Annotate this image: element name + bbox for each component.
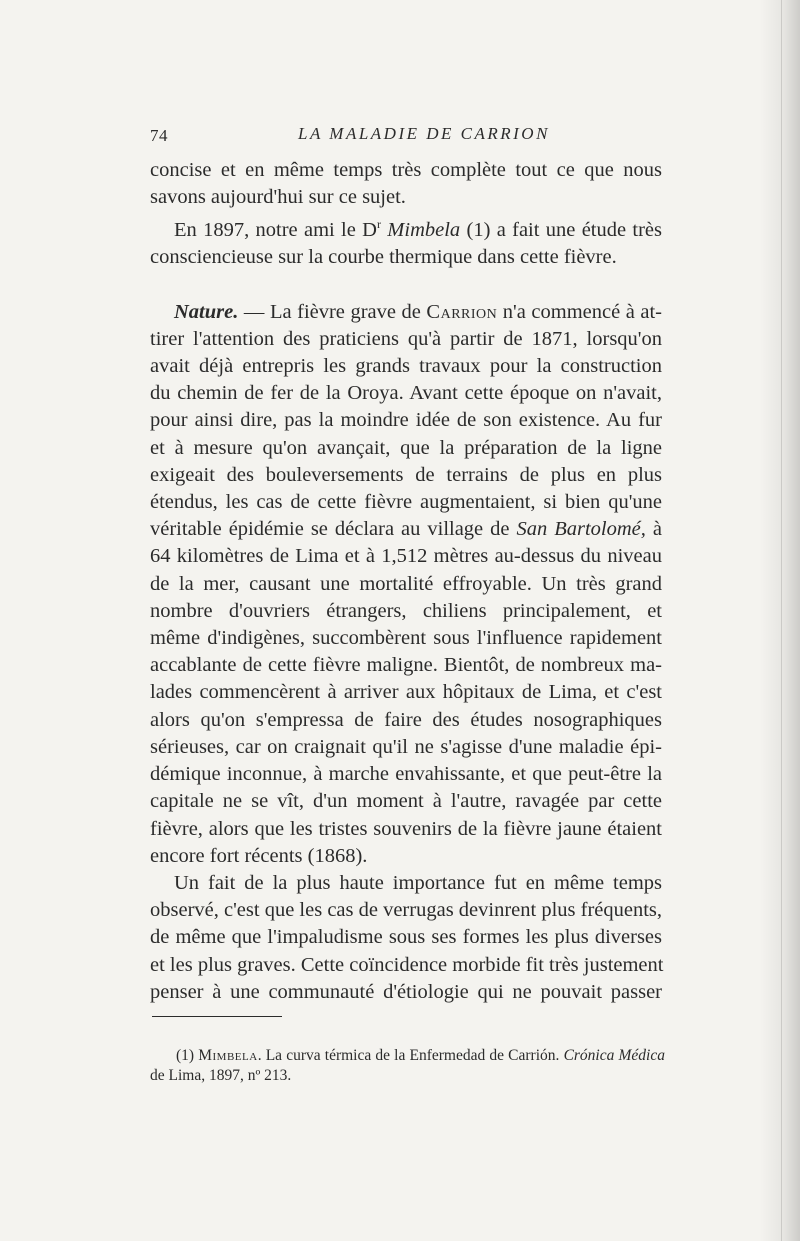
text-line: tirer l'attention des praticiens qu'à partir de 1871, lorsqu'on [150, 327, 662, 350]
text-line [150, 299, 662, 326]
text-line: Un fait de la plus haute importance fut en même temps [174, 871, 662, 894]
text-line: consciencieuse sur la courbe thermique dans cette fièvre. [150, 246, 617, 269]
paragraph-1 [150, 157, 662, 211]
text-line: du chemin de fer de la Oroya. Avant cette époque on n'avait, [150, 382, 662, 405]
author-name: Mimbela [387, 219, 461, 242]
text-line: et à mesure qu'on avançait, que la préparation de la ligne [150, 436, 662, 459]
text-line: savons aujourd'hui sur ce sujet. [150, 186, 406, 209]
page-edge-shadow [760, 0, 800, 1241]
footnote-rule [152, 1016, 282, 1017]
footnote-author: Mimbela [198, 1047, 258, 1064]
text-line: concise et en même temps très complète tout ce que nous [150, 159, 662, 181]
text-segment: . La curva térmica de la Enfermedad de Carrión. [257, 1047, 564, 1064]
paragraph-4 [150, 870, 662, 1006]
text-line: avait déjà entrepris les grands travaux pour la construction [150, 355, 662, 378]
text-line: alors qu'on s'empressa de faire des études nosographiques [150, 708, 662, 731]
place-name: San Bartolomé, [516, 518, 646, 541]
text-line: nombre d'ouvriers étrangers, chiliens principalement, et [150, 599, 662, 622]
text-line [150, 211, 662, 244]
text-line: étendus, les cas de cette fièvre augmentaient, si bien qu'une [150, 491, 662, 514]
section-heading: Nature. [174, 300, 239, 323]
paragraph-gap [150, 272, 662, 299]
footnote-line [150, 1046, 665, 1066]
running-title: LA MALADIE DE CARRION [298, 124, 550, 143]
text-line: et les plus graves. Cette coïncidence morbide fit très justement [150, 953, 664, 976]
text-line: fièvre, alors que les tristes souvenirs de la fièvre jaune étaient [150, 817, 662, 840]
page-edge-line [781, 0, 782, 1241]
text-segment: véritable épidémie se déclara au village de [150, 518, 517, 541]
text-line: observé, c'est que les cas de verrugas devinrent plus fréquents, [150, 899, 663, 922]
text-line [150, 516, 662, 543]
footnote-line: de Lima, 1897, nº 213. [150, 1067, 292, 1084]
text-segment: (1) a fait une étude très [460, 219, 663, 242]
paragraph-2 [150, 211, 662, 271]
text-line: penser à une communauté d'étiologie qui ne pouvait passer [150, 980, 662, 1003]
footnote-journal: Crónica Médica [563, 1047, 665, 1064]
text-segment: à [645, 518, 663, 541]
text-line: encore fort récents (1868). [150, 844, 368, 867]
text-segment: n'a commencé à at- [497, 300, 662, 323]
text-line: de la mer, causant une mortalité effroyable. Un très grand [150, 572, 662, 595]
text-segment: En 1897, notre ami le D [174, 219, 377, 242]
text-line: sérieuses, car on craignait qu'il ne s'agisse d'une maladie épi- [150, 735, 662, 758]
text-line: même d'indigènes, succombèrent sous l'influence rapidement [150, 627, 662, 650]
footnote-marker: (1) [176, 1047, 199, 1064]
running-head [150, 120, 662, 150]
text-line: démique inconnue, à marche envahissante, et que peut-être la [150, 763, 662, 786]
body-text [150, 157, 662, 1006]
text-line: pour ainsi dire, pas la moindre idée de son existence. Au fur [150, 409, 662, 432]
superscript: r [376, 217, 381, 232]
text-line: exigeait des bouleversements de terrains de plus en plus [150, 463, 662, 486]
page-number: 74 [150, 126, 168, 145]
text-line: lades commencèrent à arriver aux hôpitaux de Lima, et c'est [150, 681, 662, 704]
text-line: capitale ne se vît, d'un moment à l'autre, ravagée par cette [150, 790, 662, 813]
text-line: de même que l'impaludisme sous ses formes les plus diverses [150, 926, 662, 949]
paragraph-3 [150, 299, 662, 870]
author-name: Carrion [426, 300, 498, 323]
text-segment: — La fièvre grave de [238, 300, 427, 323]
text-line: 64 kilomètres de Lima et à 1,512 mètres au-dessus du niveau [150, 545, 662, 568]
text-line: accablante de cette fièvre maligne. Bientôt, de nombreux ma- [150, 654, 662, 677]
footnote [150, 1046, 665, 1086]
